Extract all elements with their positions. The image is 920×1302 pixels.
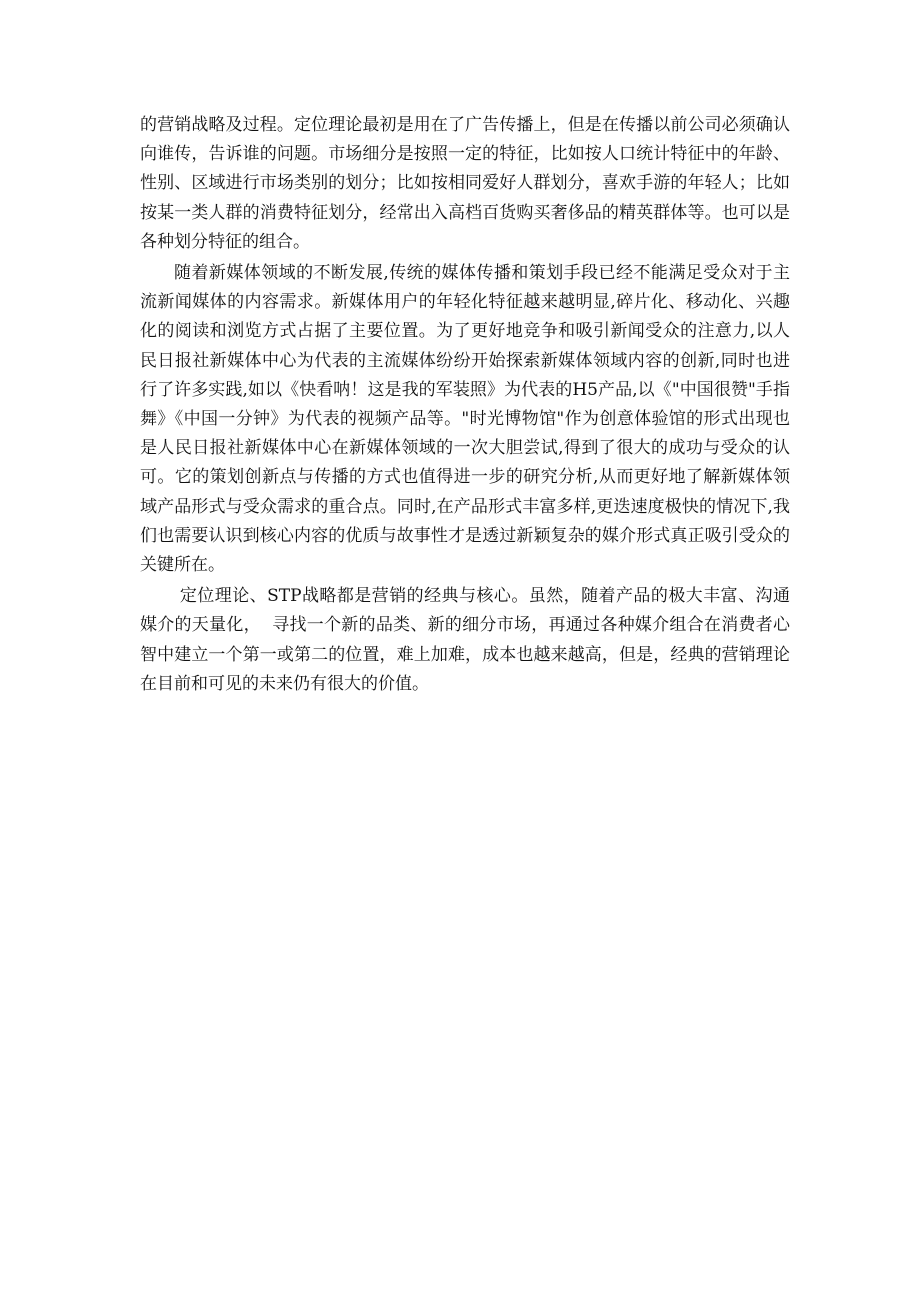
paragraph-new-media: 随着新媒体领域的不断发展,传统的媒体传播和策划手段已经不能满足受众对于主流新闻媒体的内容需求。新媒体用户的年轻化特征越来越明显,碎片化、移动化、兴趣化的阅读和浏览方式占据了主要位置。为了更好地竞争和吸引新闻受众的注意力,以人民日报社新媒体中心为代表的主流媒体纷纷开始探索新媒体领域内容的创新,同时也进行了许多实践,如以《快看呐！这是我的军装照》为代表的H5产品,以《"中国很赞"手指舞》《中国一分钟》为代表的视频产品等。"时光博物馆"作为创意体验馆的形式出现也是人民日报社新媒体中心在新媒体领域的一次大胆尝试,得到了很大的成功与受众的认可。它的策划创新点与传播的方式也值得进一步的研究分析,从而更好地了解新媒体领域产品形式与受众需求的重合点。同时,在产品形式丰富多样,更迭速度极快的情况下,我们也需要认识到核心内容的优质与故事性才是透过新颖复杂的媒介形式真正吸引受众的关键所在。	[140, 263, 790, 576]
paragraph-stp-strategy: 定位理论、STP战略都是营销的经典与核心。虽然，随着产品的极大丰富、沟通媒介的天量化， 寻找一个新的品类、新的细分市场，再通过各种媒介组合在消费者心智中建立一个第一或第二的位置，难上加难，成本也越来越高，但是，经典的营销理论在目前和可见的未来仍有很大的价值。	[140, 586, 791, 694]
document-body	[140, 111, 790, 699]
paragraph-positioning-theory: 的营销战略及过程。定位理论最初是用在了广告传播上，但是在传播以前公司必须确认向谁传，告诉谁的问题。市场细分是按照一定的特征，比如按人口统计特征中的年龄、性别、区域进行市场类别的划分；比如按相同爱好人群划分，喜欢手游的年轻人；比如按某一类人群的消费特征划分，经常出入高档百货购买奢侈品的精英群体等。也可以是各种划分特征的组合。	[140, 115, 790, 252]
